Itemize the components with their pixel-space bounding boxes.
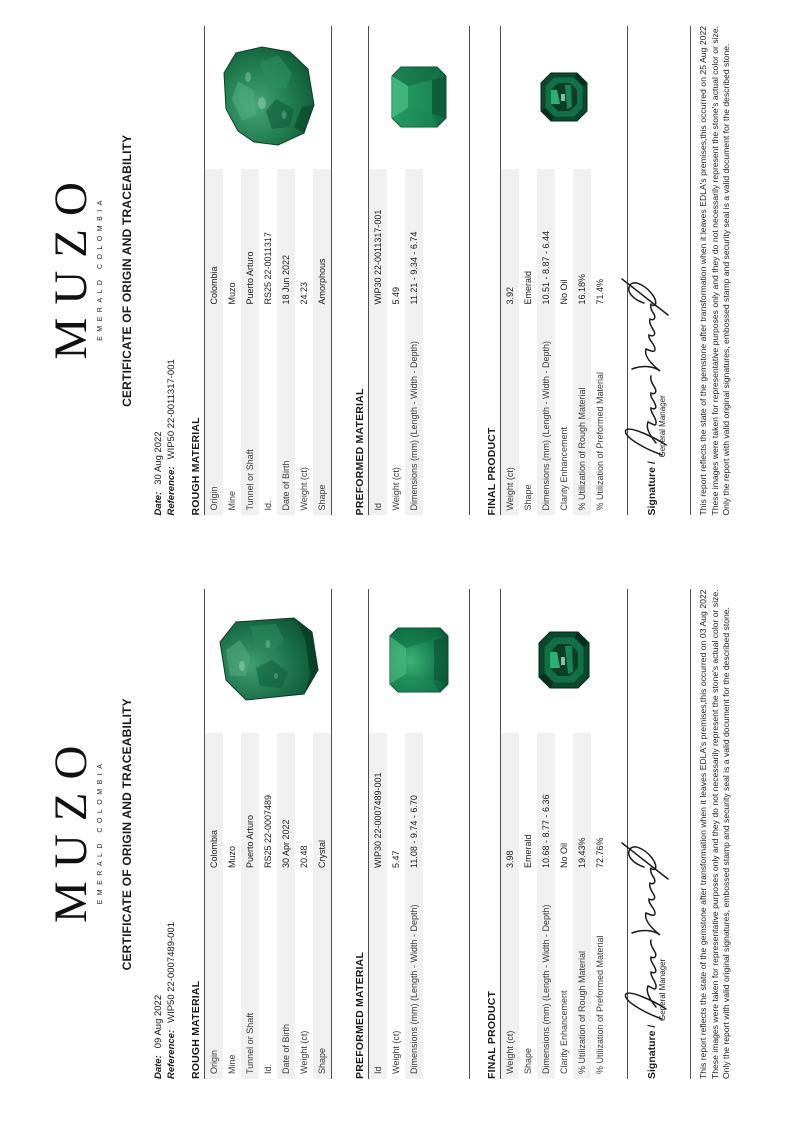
table-row: Tunnel or Shaft Puerto Arturo bbox=[241, 733, 259, 1079]
certificate-title: CERTIFICATE OF ORIGIN AND TRACEABILITY bbox=[120, 134, 134, 407]
signature-label: Signature / bbox=[646, 1024, 658, 1079]
reference-label: Reference: bbox=[166, 1029, 177, 1079]
section-heading-rough-material: ROUGH MATERIAL bbox=[190, 417, 202, 516]
table-row: % Utilization of Rough Material 19.43% bbox=[573, 733, 591, 1079]
cut-emerald-photo bbox=[501, 26, 627, 168]
table-row: Origin Colombia bbox=[205, 733, 223, 1079]
certificate-meta bbox=[152, 26, 178, 516]
final-product-table bbox=[500, 590, 628, 1080]
table-row: Date of Birth 30 Apr 2022 bbox=[277, 733, 295, 1079]
table-row: Weight (ct) 20.48 bbox=[299, 845, 309, 1074]
certificate-meta bbox=[152, 590, 178, 1080]
table-row: Date of Birth 18 Jun 2022 bbox=[277, 170, 295, 516]
table-row: Weight (ct) 5.47 bbox=[391, 850, 401, 1074]
table-row: Clarity Enhancement No Oil bbox=[559, 279, 569, 511]
table-row: Mine Muzo bbox=[227, 282, 237, 511]
muzo-logo-subtitle: EMERALD COLOMBIA bbox=[97, 196, 104, 341]
section-heading-final-product: FINAL PRODUCT bbox=[486, 990, 498, 1079]
signature-role: General Manager bbox=[658, 395, 667, 458]
table-row: Id WIP30 22-0007489-001 bbox=[369, 733, 387, 1079]
table-row: Dimensions (mm) (Length - Width - Depth) 10.51 - 8.87 - 6.44 bbox=[537, 170, 555, 516]
table-row: Dimensions (mm) (Length - Width - Depth) 10.68 - 8.77 - 6.36 bbox=[537, 733, 555, 1079]
disclaimer-text: This report reflects the state of the gemstone after transformation when it leaves EDLA's premises,this occurred on 03 Aug 2022 These images were taken for representative purposes only and they do not necessarily represent the stone's actual color or size. Only the report with valid original signatures, embossed stamp and security seal is a valid document for the described stone. bbox=[698, 589, 731, 1079]
muzo-logo-subtitle: EMERALD COLOMBIA bbox=[97, 759, 104, 905]
muzo-wordmark: MUZO bbox=[45, 169, 97, 360]
rough-emerald-crystal-photo bbox=[205, 590, 331, 732]
table-row: Weight (ct) 3.92 bbox=[501, 170, 519, 516]
table-row: Shape Emerald bbox=[523, 834, 533, 1074]
preformed-emerald-photo bbox=[369, 26, 469, 168]
date-value: 30 Aug 2022 bbox=[153, 431, 164, 485]
table-row: Origin Colombia bbox=[205, 170, 223, 516]
date-label: Date: bbox=[153, 491, 164, 516]
rough-material-table bbox=[204, 26, 332, 516]
preformed-material-table bbox=[368, 26, 470, 516]
disclaimer-text: This report reflects the state of the gemstone after transformation when it leaves EDLA's premises,this occurred on 25 Aug 2022 These images were taken for representative purposes only and they do not necessarily represent the stone's actual color or size. Only the report with valid original signatures, embossed stamp and security seal is a valid document for the described stone. bbox=[698, 26, 731, 516]
section-heading-preformed-material: PREFORMED MATERIAL bbox=[354, 951, 366, 1079]
table-row: Weight (ct) 24.23 bbox=[299, 281, 309, 511]
date-label: Date: bbox=[153, 1055, 164, 1079]
certificate-page-1 bbox=[0, 564, 790, 1127]
table-row: Weight (ct) 3.98 bbox=[501, 733, 519, 1079]
table-row: Clarity Enhancement No Oil bbox=[559, 842, 569, 1074]
signature-block bbox=[636, 26, 688, 516]
preformed-emerald-photo bbox=[369, 590, 469, 732]
preformed-material-table bbox=[368, 590, 470, 1080]
table-row: Id. RS25 22-0011317 bbox=[263, 232, 273, 511]
table-row: Tunnel or Shaft Puerto Arturo bbox=[241, 170, 259, 516]
date-value: 09 Aug 2022 bbox=[153, 994, 164, 1049]
table-row: Id. RS25 22-0007489 bbox=[263, 794, 273, 1074]
footer-divider bbox=[690, 26, 691, 516]
reference-label: Reference: bbox=[166, 466, 177, 516]
rough-emerald-amorphous-photo bbox=[205, 26, 331, 168]
section-heading-final-product: FINAL PRODUCT bbox=[486, 427, 498, 516]
rough-material-table bbox=[204, 590, 332, 1080]
table-row: % Utilization of Preformed Material 71.4% bbox=[595, 278, 605, 511]
muzo-logo bbox=[45, 590, 104, 1080]
signature-role: General Manager bbox=[658, 958, 667, 1021]
date-line bbox=[152, 26, 165, 516]
muzo-wordmark: MUZO bbox=[45, 732, 97, 923]
certificate-title: CERTIFICATE OF ORIGIN AND TRACEABILITY bbox=[120, 698, 134, 971]
table-row: % Utilization of Preformed Material 72.76% bbox=[595, 837, 605, 1074]
table-row: Dimensions (mm) (Length - Width - Depth) 11.08 - 9.74 - 6.70 bbox=[405, 733, 423, 1079]
reference-value: WIP50 22-0011317-001 bbox=[166, 359, 177, 460]
muzo-logo bbox=[45, 26, 104, 516]
table-row: Mine Muzo bbox=[227, 845, 237, 1074]
table-row: Dimensions (mm) (Length - Width - Depth) 11.21 - 9.34 - 6.74 bbox=[405, 170, 423, 516]
footer-divider bbox=[690, 590, 691, 1080]
table-row: Id WIP30 22-0011317-001 bbox=[369, 170, 387, 516]
signature-label: Signature / bbox=[646, 461, 658, 516]
reference-line bbox=[165, 590, 178, 1080]
section-heading-preformed-material: PREFORMED MATERIAL bbox=[354, 388, 366, 516]
signature-block bbox=[636, 590, 688, 1080]
section-heading-rough-material: ROUGH MATERIAL bbox=[190, 980, 202, 1079]
date-line bbox=[152, 590, 165, 1080]
table-row: Weight (ct) 5.49 bbox=[391, 286, 401, 511]
table-row: Shape Crystal bbox=[313, 733, 331, 1079]
cut-emerald-photo bbox=[501, 590, 627, 732]
final-product-table bbox=[500, 26, 628, 516]
reference-value: WIP50 22-0007489-001 bbox=[166, 922, 177, 1023]
table-row: % Utilization of Rough Material 16.18% bbox=[573, 170, 591, 516]
table-row: Shape Amorphous bbox=[313, 170, 331, 516]
reference-line bbox=[165, 26, 178, 516]
table-row: Shape Emerald bbox=[523, 270, 533, 511]
